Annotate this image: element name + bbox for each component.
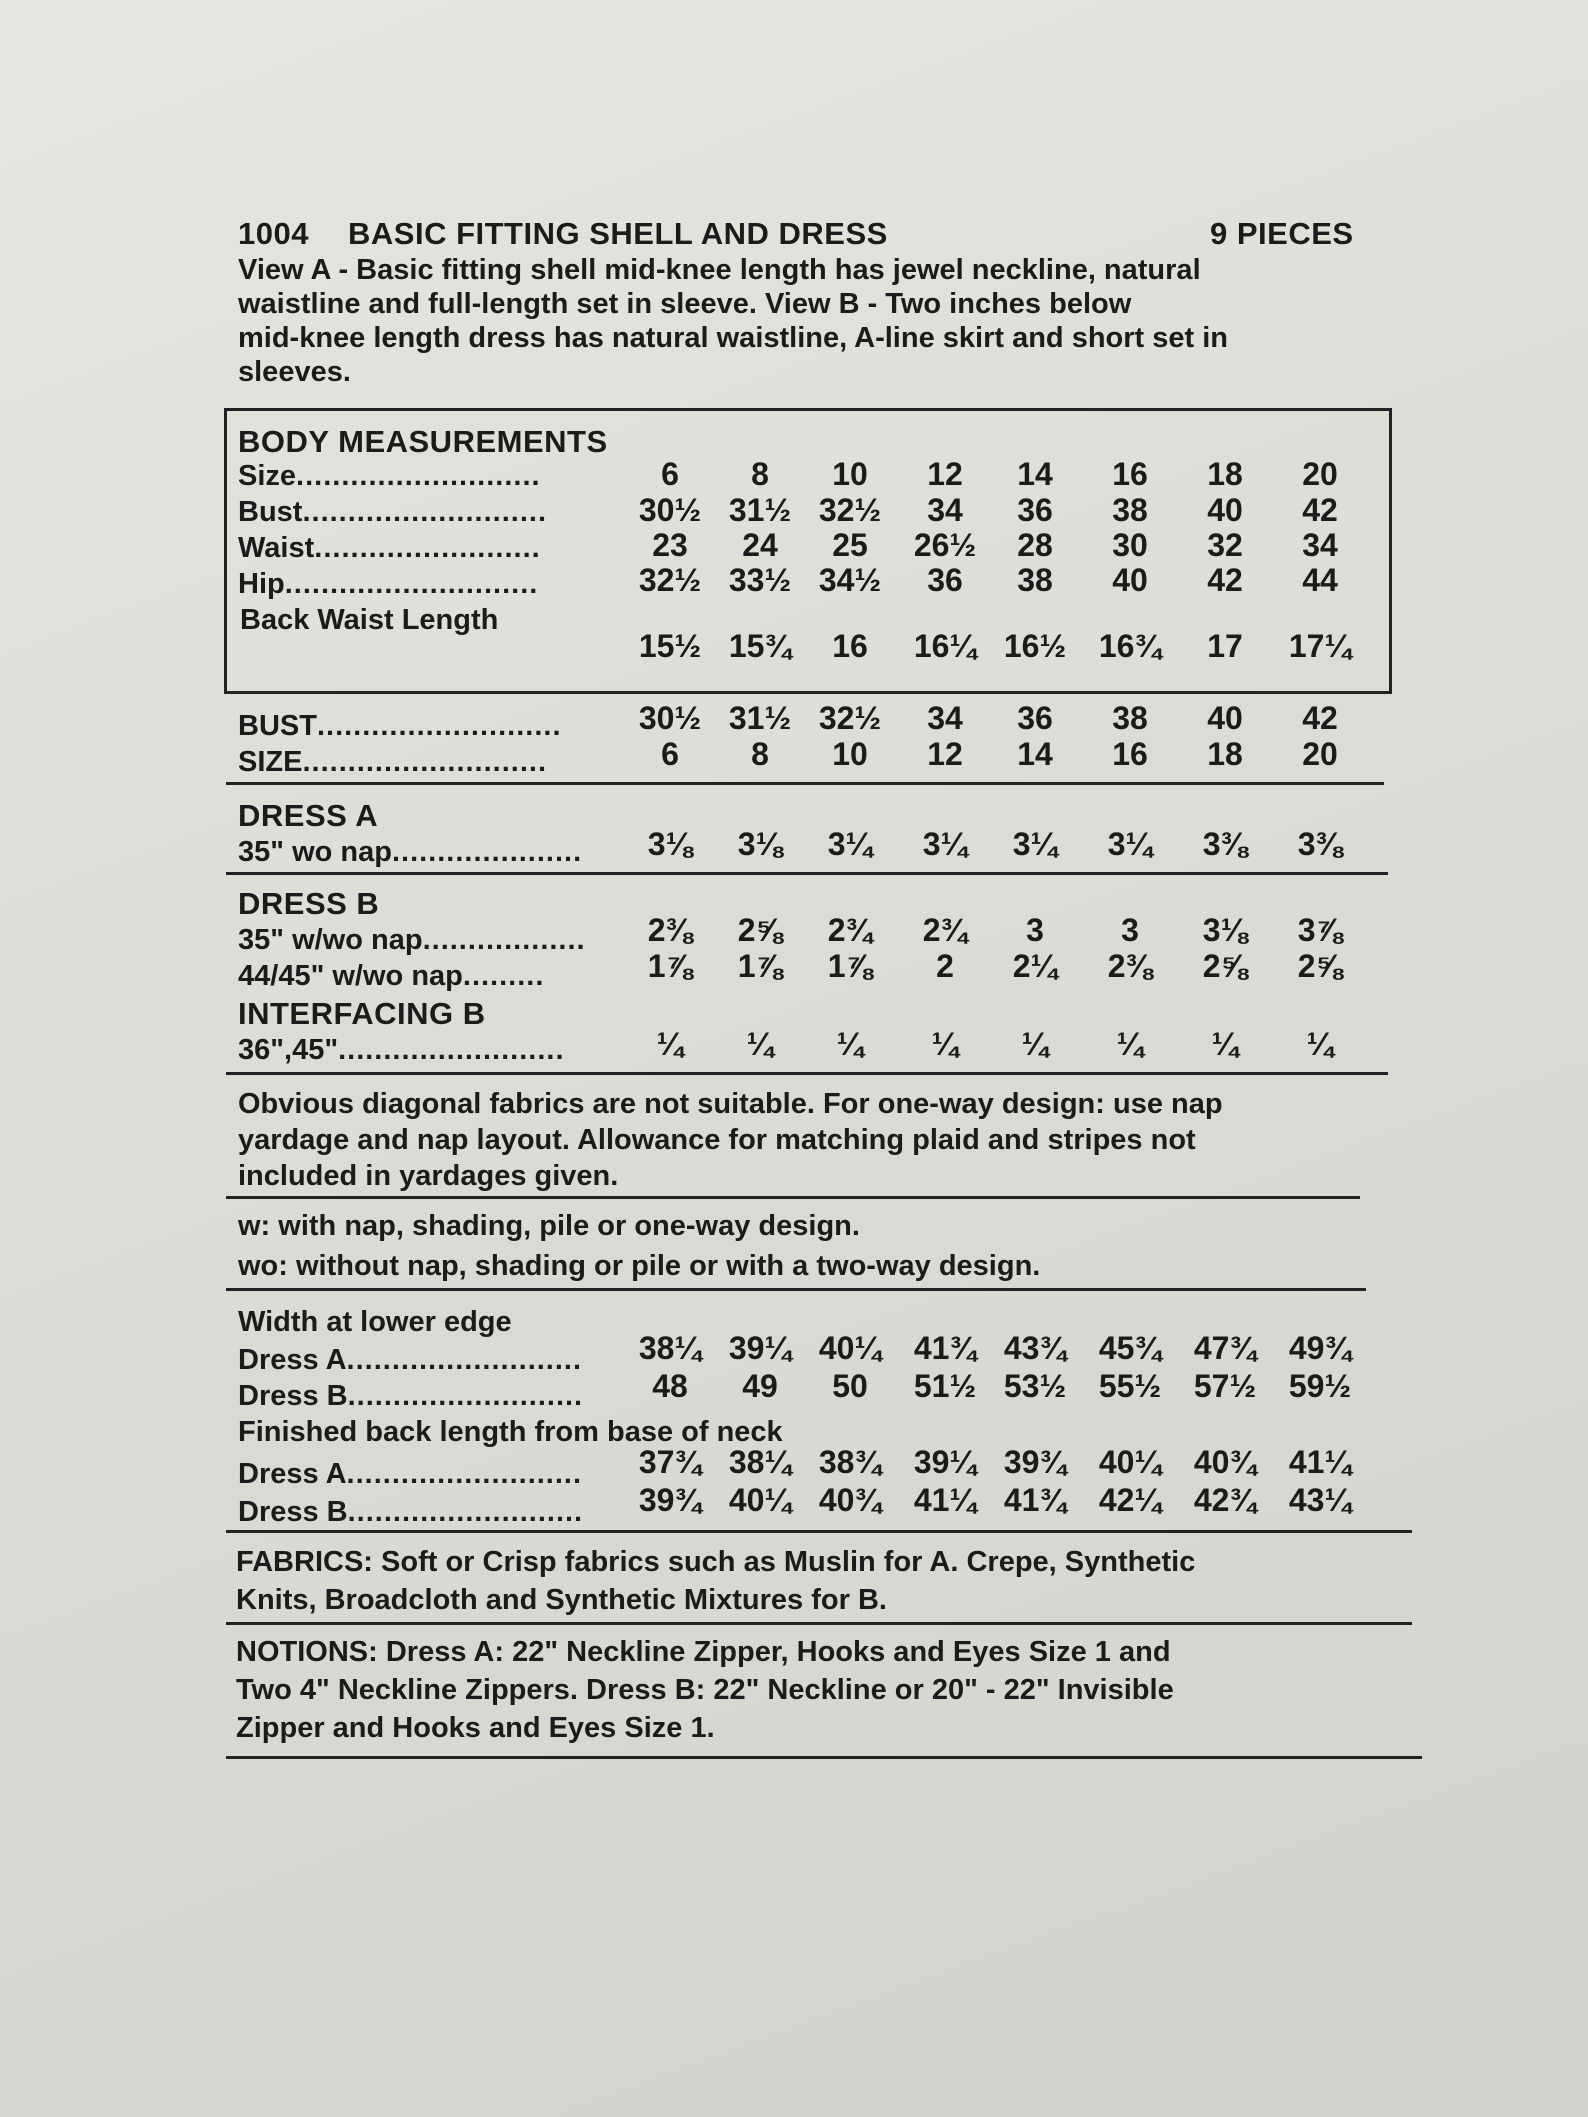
value-cell: 36 [1017, 492, 1053, 528]
value-cell: 1⅞ [647, 948, 693, 984]
value-cell: 16 [832, 628, 868, 664]
value-cell: 57½ [1193, 1368, 1257, 1404]
value-cell: 1⅞ [737, 948, 783, 984]
value-cell: 2¾ [922, 912, 968, 948]
value-cell: 38 [1017, 562, 1053, 598]
divider [226, 1756, 1422, 1759]
value-cell: 45¾ [1098, 1330, 1162, 1366]
value-cell: 42 [1207, 562, 1243, 598]
size-label: SIZE........................... [238, 746, 548, 778]
divider [226, 782, 1384, 785]
divider [226, 1196, 1360, 1199]
value-cell: 36 [927, 562, 963, 598]
description-line: View A - Basic fitting shell mid-knee length has jewel neckline, natural [238, 254, 1201, 286]
width-lower-edge-heading: Width at lower edge [238, 1306, 512, 1338]
value-cell: 32½ [818, 700, 882, 736]
dress-a-heading: DRESS A [238, 798, 379, 833]
dress-a-35-label: 35" wo nap..................... [238, 836, 583, 868]
value-cell: ¼ [1306, 1026, 1334, 1062]
value-cell: 3⅛ [737, 826, 783, 862]
value-cell: 30½ [638, 492, 702, 528]
value-cell: 17¼ [1288, 628, 1352, 664]
value-cell: 30 [1112, 527, 1148, 563]
diagonal-note-line: yardage and nap layout. Allowance for matching plaid and stripes not [238, 1124, 1196, 1156]
value-cell: 3¼ [1107, 826, 1153, 862]
value-cell: 15½ [638, 628, 702, 664]
value-cell: 41¼ [1288, 1444, 1352, 1480]
value-cell: 28 [1017, 527, 1053, 563]
value-cell: 2⅝ [1202, 948, 1248, 984]
value-cell: 40¼ [728, 1482, 792, 1518]
value-cell: 14 [1017, 456, 1053, 492]
value-cell: ¼ [836, 1026, 864, 1062]
width-dress-a-label: Dress A.......................... [238, 1344, 583, 1376]
fabrics-line: Knits, Broadcloth and Synthetic Mixtures for B. [236, 1584, 887, 1616]
back-waist-length-label: Back Waist Length [240, 604, 499, 636]
value-cell: 31½ [728, 492, 792, 528]
value-cell: 3 [1026, 912, 1044, 948]
back-length-dress-a-label: Dress A.......................... [238, 1458, 583, 1490]
pattern-number: 1004 [238, 216, 309, 251]
dress-b-heading: DRESS B [238, 886, 380, 921]
waist-row-label: Waist......................... [238, 532, 541, 564]
value-cell: 43¼ [1288, 1482, 1352, 1518]
value-cell: 50 [832, 1368, 868, 1404]
value-cell: 30½ [638, 700, 702, 736]
value-cell: 38¼ [638, 1330, 702, 1366]
value-cell: 38¾ [818, 1444, 882, 1480]
description-line: waistline and full-length set in sleeve. View B - Two inches below [238, 288, 1132, 320]
value-cell: 3⅞ [1297, 912, 1343, 948]
bust-size-label: BUST........................... [238, 710, 562, 742]
divider [226, 1530, 1412, 1533]
back-length-dress-b-label: Dress B.......................... [238, 1496, 584, 1528]
value-cell: 25 [832, 527, 868, 563]
value-cell: 16 [1112, 736, 1148, 772]
value-cell: ¼ [656, 1026, 684, 1062]
description-line: mid-knee length dress has natural waistline, A-line skirt and short set in [238, 322, 1228, 354]
notions-label: NOTIONS: [236, 1636, 378, 1668]
value-cell: 3¼ [1012, 826, 1058, 862]
fabrics-line: FABRICS: Soft or Crisp fabrics such as Muslin for A. Crepe, Synthetic [236, 1546, 1196, 1578]
value-cell: 31½ [728, 700, 792, 736]
bust-row-label: Bust........................... [238, 496, 547, 528]
value-cell: 6 [661, 456, 679, 492]
value-cell: 3 [1121, 912, 1139, 948]
value-cell: 42 [1302, 700, 1338, 736]
value-cell: 39¼ [913, 1444, 977, 1480]
value-cell: 8 [751, 456, 769, 492]
pieces-count: 9 PIECES [1210, 216, 1354, 251]
value-cell: 39¾ [638, 1482, 702, 1518]
value-cell: 59½ [1288, 1368, 1352, 1404]
value-cell: 26½ [913, 527, 977, 563]
value-cell: 2⅝ [1297, 948, 1343, 984]
width-dress-b-label: Dress B.......................... [238, 1380, 584, 1412]
back-length-heading: Finished back length from base of neck [238, 1416, 783, 1448]
value-cell: 10 [832, 456, 868, 492]
value-cell: 2 [936, 948, 954, 984]
hip-row-label: Hip............................ [238, 568, 539, 600]
value-cell: 32 [1207, 527, 1243, 563]
value-cell: 14 [1017, 736, 1053, 772]
value-cell: 39¾ [1003, 1444, 1067, 1480]
value-cell: 3¼ [922, 826, 968, 862]
value-cell: 1⅞ [827, 948, 873, 984]
value-cell: 20 [1302, 456, 1338, 492]
value-cell: 40 [1112, 562, 1148, 598]
value-cell: 20 [1302, 736, 1338, 772]
value-cell: 18 [1207, 736, 1243, 772]
value-cell: 41¼ [913, 1482, 977, 1518]
description-line: sleeves. [238, 356, 351, 388]
value-cell: 32½ [818, 492, 882, 528]
value-cell: 3⅛ [1202, 912, 1248, 948]
value-cell: 40 [1207, 700, 1243, 736]
value-cell: 39¼ [728, 1330, 792, 1366]
w-definition: w: with nap, shading, pile or one-way design. [238, 1210, 860, 1242]
value-cell: 34 [1302, 527, 1338, 563]
value-cell: 2¾ [827, 912, 873, 948]
value-cell: 49¾ [1288, 1330, 1352, 1366]
value-cell: 6 [661, 736, 679, 772]
value-cell: 42 [1302, 492, 1338, 528]
value-cell: 44 [1302, 562, 1338, 598]
value-cell: 2⅜ [647, 912, 693, 948]
value-cell: 12 [927, 456, 963, 492]
value-cell: 43¾ [1003, 1330, 1067, 1366]
interfacing-label: 36",45"......................... [238, 1034, 565, 1066]
divider [226, 1072, 1388, 1075]
dress-b-4445-label: 44/45" w/wo nap......... [238, 960, 545, 992]
value-cell: 10 [832, 736, 868, 772]
value-cell: 47¾ [1193, 1330, 1257, 1366]
value-cell: 40¾ [818, 1482, 882, 1518]
notions-line: Two 4" Neckline Zippers. Dress B: 22" Neckline or 20" - 22" Invisible [236, 1674, 1174, 1706]
value-cell: 8 [751, 736, 769, 772]
notions-line: Zipper and Hooks and Eyes Size 1. [236, 1712, 715, 1744]
value-cell: 16¾ [1098, 628, 1162, 664]
value-cell: 55½ [1098, 1368, 1162, 1404]
value-cell: 36 [1017, 700, 1053, 736]
value-cell: 3¼ [827, 826, 873, 862]
value-cell: 24 [742, 527, 778, 563]
interfacing-b-heading: INTERFACING B [238, 996, 486, 1031]
value-cell: 16 [1112, 456, 1148, 492]
value-cell: 34½ [818, 562, 882, 598]
value-cell: 23 [652, 527, 688, 563]
diagonal-note-line: included in yardages given. [238, 1160, 619, 1192]
value-cell: ¼ [931, 1026, 959, 1062]
value-cell: 33½ [728, 562, 792, 598]
divider [226, 1622, 1412, 1625]
value-cell: 34 [927, 700, 963, 736]
value-cell: 18 [1207, 456, 1243, 492]
value-cell: 34 [927, 492, 963, 528]
value-cell: 2⅝ [737, 912, 783, 948]
value-cell: 51½ [913, 1368, 977, 1404]
divider [226, 872, 1388, 875]
value-cell: 38 [1112, 700, 1148, 736]
value-cell: ¼ [1211, 1026, 1239, 1062]
value-cell: 42¾ [1193, 1482, 1257, 1518]
value-cell: 3⅜ [1297, 826, 1343, 862]
wo-definition: wo: without nap, shading or pile or with a two-way design. [238, 1250, 1041, 1282]
value-cell: 12 [927, 736, 963, 772]
size-row-label: Size........................... [238, 460, 541, 492]
value-cell: 41¾ [1003, 1482, 1067, 1518]
value-cell: 17 [1207, 628, 1243, 664]
value-cell: 38 [1112, 492, 1148, 528]
value-cell: 38¼ [728, 1444, 792, 1480]
value-cell: 32½ [638, 562, 702, 598]
value-cell: 37¾ [638, 1444, 702, 1480]
value-cell: ¼ [1021, 1026, 1049, 1062]
value-cell: 2⅜ [1107, 948, 1153, 984]
value-cell: 3⅜ [1202, 826, 1248, 862]
value-cell: 2¼ [1012, 948, 1058, 984]
dress-b-35-label: 35" w/wo nap.................. [238, 924, 586, 956]
value-cell: 3⅛ [647, 826, 693, 862]
pattern-title: BASIC FITTING SHELL AND DRESS [348, 216, 888, 251]
value-cell: 15¾ [728, 628, 792, 664]
value-cell: 40¾ [1193, 1444, 1257, 1480]
value-cell: 41¾ [913, 1330, 977, 1366]
fabrics-label: FABRICS: [236, 1546, 373, 1578]
value-cell: 48 [652, 1368, 688, 1404]
value-cell: 40¼ [1098, 1444, 1162, 1480]
value-cell: 16½ [1003, 628, 1067, 664]
value-cell: ¼ [746, 1026, 774, 1062]
body-measurements-heading: BODY MEASUREMENTS [238, 424, 608, 459]
value-cell: 16¼ [913, 628, 977, 664]
notions-line: NOTIONS: Dress A: 22" Neckline Zipper, Hooks and Eyes Size 1 and [236, 1636, 1171, 1668]
value-cell: ¼ [1116, 1026, 1144, 1062]
value-cell: 40¼ [818, 1330, 882, 1366]
diagonal-note-line: Obvious diagonal fabrics are not suitable. For one-way design: use nap [238, 1088, 1223, 1120]
value-cell: 49 [742, 1368, 778, 1404]
divider [226, 1288, 1366, 1291]
value-cell: 53½ [1003, 1368, 1067, 1404]
value-cell: 40 [1207, 492, 1243, 528]
value-cell: 42¼ [1098, 1482, 1162, 1518]
